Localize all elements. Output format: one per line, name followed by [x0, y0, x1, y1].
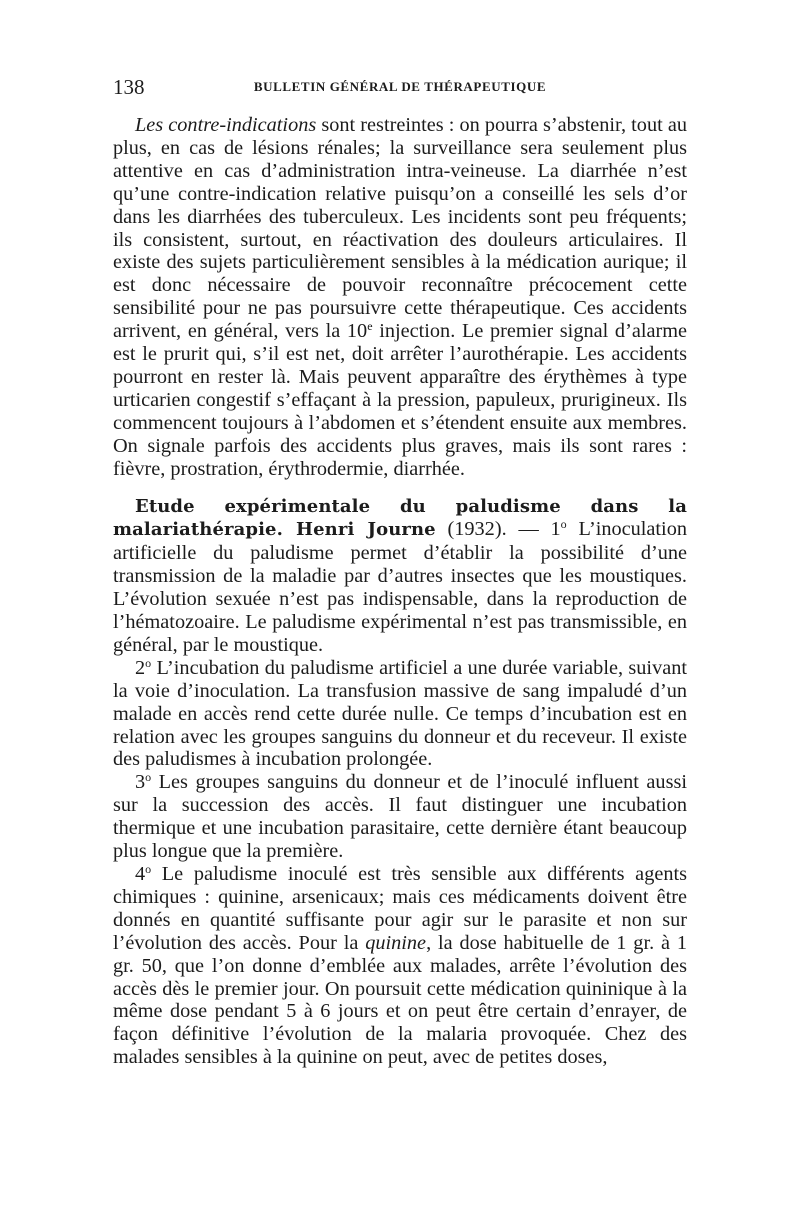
paragraph-point-2	[113, 657, 687, 772]
point-number: 4	[135, 863, 146, 885]
paragraph-gap	[113, 481, 687, 495]
point-text: L’incubation du paludisme artificiel a une durée variable, suivant la voie d’inoculation. La transfusion massive de sang impaludé d’un malade en accès rend cette durée nulle. Ce temps d’incubation est en relation avec les groupes sanguins du donneur et du receveur. Il existe des paludismes à incubation prolongée.	[113, 656, 687, 771]
point-number: 2	[135, 656, 146, 679]
paragraph-text: sont restreintes : on pourra s’abstenir, tout au plus, en cas de lésions rénales; la surveillance sera seulement plus attentive en cas d’administration intra-veineuse. La diarrhée n’est qu’une contre-indication relative puisqu’on a conseillé les sels d’or dans les diarrhées des tuberculeux. Les incidents sont peu fréquents; ils consistent, surtout, en réactivation des douleurs articulaires. Il existe des sujets particulièrement sensibles à la médication aurique; il est donc nécessaire de pouvoir reconnaître précocement cette sensibilité pour ne pas poursuivre cette thérapeutique. Ces accidents arrivent, en général, vers la 10	[113, 114, 687, 343]
superscript: o	[145, 655, 152, 670]
point-text-continued: , la dose habituelle de 1 gr. à 1 gr. 50, que l’on donne d’emblée aux malades, arrête l’évolution des accès dès le premier jour. On poursuit cette médication quininique à la même dose pendant 5 à 6 jours et on peut être certain d’enrayer, de façon définitive l’évolution de la malaria provoquée. Chez des malades sensibles à la quinine on peut, avec de petites doses,	[113, 931, 687, 1069]
running-head: BULLETIN GÉNÉRAL DE THÉRAPEUTIQUE	[253, 79, 547, 94]
superscript: o	[560, 517, 567, 532]
section-text: L’inoculation artificielle du paludisme permet d’établir la possibilité d’une transmission de la maladie par d’autres insectes que les moustiques. L’évolution sexuée n’est pas indispensable, dans la reproduction de l’hématozoaire. Le paludisme expérimental n’est pas transmissible, en général, par le moustique.	[113, 518, 687, 656]
superscript: o	[145, 770, 152, 785]
section-heading: Etude expérimentale du paludisme dans la malariathérapie. Henri Journe	[113, 495, 687, 541]
superscript: e	[367, 319, 373, 334]
paragraph-text-continued: injection. Le premier signal d’alarme est le prurit qui, s’il est net, doit arrêter l’aurothérapie. Les accidents pourront en rester là. Mais peuvent apparaître des érythèmes à type urticarien congestif s’effaçant à la pression, papuleux, prurigineux. Ils commencent toujours à l’abdomen et s’étendent ensuite aux membres. On signale parfois des accidents plus graves, mais ils sont rares : fièvre, prostration, érythrodermie, diarrhée.	[113, 320, 687, 480]
point-number: 3	[135, 771, 146, 794]
superscript: o	[145, 862, 152, 876]
paragraph-section-paludisme	[113, 495, 687, 657]
page-header	[113, 72, 687, 102]
paragraph-point-3	[113, 771, 687, 863]
italic-lead: Les contre-indications	[135, 114, 317, 136]
point-text: Le paludisme inoculé est très sensible aux différents agents chimiques : quinine, arsenicaux; mais ces médicaments doivent être donnés en quantité suffisante pour agir sur le parasite et non sur l’évolution des accès. Pour la	[113, 863, 687, 954]
point-text: Les groupes sanguins du donneur et de l’inoculé influent aussi sur la succession des accès. Il faut distinguer une incubation thermique et une incubation parasitaire, cette dernière étant beaucoup plus longue que la première.	[113, 771, 687, 863]
paragraph-contre-indications	[113, 114, 687, 481]
body-text	[113, 114, 687, 1069]
italic-term: quinine	[365, 931, 427, 954]
page-number: 138	[113, 75, 145, 99]
section-year: (1932). — 1	[435, 518, 561, 541]
paragraph-point-4	[113, 863, 687, 1069]
